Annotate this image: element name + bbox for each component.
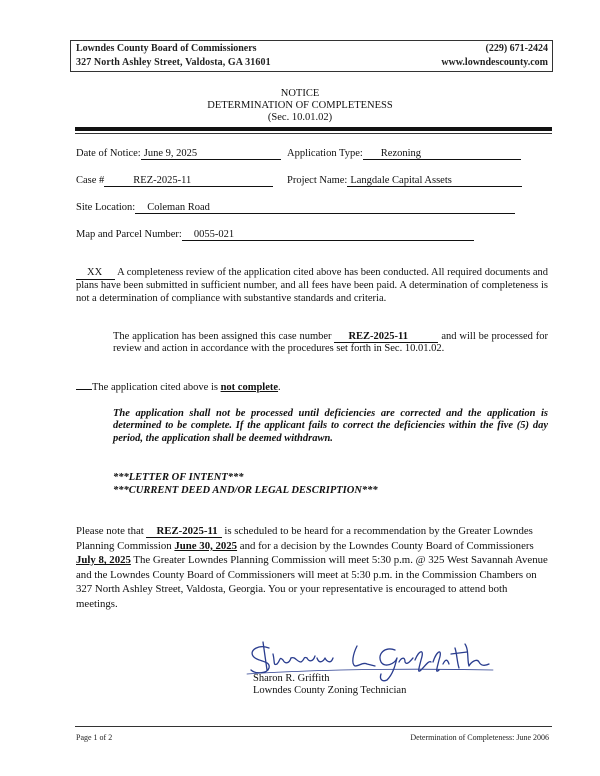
- signatory-name: Sharon R. Griffith: [253, 673, 330, 684]
- form-revision: Determination of Completeness: June 2006: [410, 733, 549, 742]
- incomplete-checkmark: [76, 389, 92, 390]
- deficiency-item-1: ***LETTER OF INTENT***: [113, 472, 244, 483]
- signatory-title: Lowndes County Zoning Technician: [253, 685, 407, 696]
- complete-checkmark: XX: [76, 267, 115, 280]
- title-rule-thin: [75, 133, 552, 134]
- app-type-label: Application Type:: [287, 148, 363, 159]
- title-line-3: (Sec. 10.01.02): [267, 112, 333, 123]
- app-type-value: Rezoning: [363, 148, 521, 160]
- assigned-pre: The application has been assigned this case number: [113, 331, 332, 342]
- not-complete-emphasis: not complete: [220, 382, 279, 393]
- parcel-value: 0055-021: [182, 229, 474, 241]
- case-number-field: [76, 175, 273, 187]
- deficiency-item-2: ***CURRENT DEED AND/OR LEGAL DESCRIPTION***: [113, 485, 378, 496]
- complete-text: A completeness review of the application cited above has been conducted. All required documents and plans have been submitted in sufficient number, and all fees have been paid. A determination of completeness is not a determination of compliance with substantive standards and criteria.: [76, 267, 549, 304]
- title-line-1: NOTICE: [280, 88, 320, 99]
- closing-text-2: is scheduled to be heard for a recommendation by the Greater Lowndes Planning Commission: [76, 525, 533, 552]
- incomplete-period: .: [278, 382, 281, 393]
- date-label: Date of Notice:: [76, 148, 141, 159]
- application-type-field: [287, 148, 521, 160]
- signatory-block: [253, 673, 406, 697]
- date-of-notice-field: [76, 148, 281, 160]
- org-address: 327 North Ashley Street, Valdosta, GA 31601: [76, 57, 271, 68]
- page-number: Page 1 of 2: [76, 733, 113, 742]
- notice-title: [0, 88, 600, 124]
- title-rule-thick: [75, 127, 552, 131]
- date-value: June 9, 2025: [141, 148, 281, 160]
- case-label: Case #: [76, 175, 105, 186]
- complete-paragraph: [76, 267, 548, 305]
- parcel-label: Map and Parcel Number:: [76, 229, 182, 240]
- project-name-field: [287, 175, 522, 187]
- closing-text-4: The Greater Lowndes Planning Commission will meet 5:30 p.m. @ 325 West Savannah Avenue and the Lowndes County Board of Commissioners will meet at 5:30 p.m. in the Commission Chambers on 327 North Ashley Street, Valdosta, Georgia. You or your representative is encouraged to attend both meetings.: [76, 554, 548, 610]
- footer-rule: [75, 726, 552, 727]
- planning-commission-date: June 30, 2025: [174, 539, 238, 552]
- incomplete-text: The application cited above is: [92, 382, 218, 393]
- incomplete-line: [76, 382, 548, 394]
- assigned-paragraph: [113, 331, 548, 356]
- case-value: REZ-2025-11: [104, 175, 273, 187]
- closing-case: REZ-2025-11: [146, 526, 221, 538]
- project-value: Langdale Capital Assets: [347, 175, 522, 187]
- assigned-case: REZ-2025-11: [334, 331, 438, 343]
- parcel-number-field: [76, 229, 474, 241]
- board-decision-date: July 8, 2025: [76, 554, 131, 567]
- letterhead: [70, 40, 553, 72]
- closing-text-1: Please note that: [76, 525, 144, 537]
- org-website: www.lowndescounty.com: [441, 57, 548, 68]
- org-phone: (229) 671-2424: [485, 43, 548, 54]
- site-location-field: [76, 202, 515, 214]
- assigned-post: and will be processed for review and action in accordance with the procedures set forth in Sec. 10.01.02.: [113, 331, 549, 355]
- site-label: Site Location:: [76, 202, 136, 213]
- org-name: Lowndes County Board of Commissioners: [76, 43, 257, 54]
- hearing-notice-paragraph: [76, 524, 548, 612]
- site-value: Coleman Road: [135, 202, 515, 214]
- project-label: Project Name:: [287, 175, 348, 186]
- deficiency-warning: The application shall not be processed until deficiencies are corrected and the application is determined to be complete. If the applicant fails to correct the deficiencies within the five (5) day period, the application shall be deemed withdrawn.: [113, 408, 548, 444]
- closing-text-3: and for a decision by the Lowndes County Board of Commissioners: [239, 539, 534, 552]
- title-line-2: DETERMINATION OF COMPLETENESS: [207, 100, 393, 111]
